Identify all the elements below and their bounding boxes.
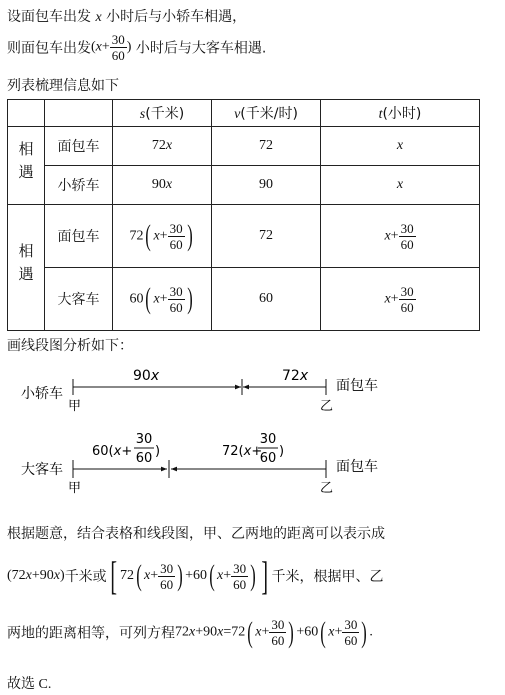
plus-sign: + <box>159 228 168 243</box>
seg-coef: 90 <box>133 368 151 384</box>
paren-close: ) <box>279 444 285 459</box>
diagram2-point-b: 乙 <box>320 481 334 496</box>
fraction-numerator: 30 <box>344 617 358 632</box>
fraction-numerator: 30 <box>400 220 414 236</box>
fraction-denominator: 60 <box>259 451 277 466</box>
expr-part: ) <box>60 568 65 583</box>
fraction-denominator: 60 <box>135 451 153 466</box>
seg-coef: 60( <box>92 444 114 459</box>
fraction <box>168 284 185 315</box>
header-unit: (千米/时) <box>240 106 298 122</box>
group-label: 相遇 <box>16 242 35 289</box>
diagram1-right-label: 面包车 <box>336 378 378 394</box>
fraction-numerator: 30 <box>271 617 285 632</box>
segment-diagrams <box>0 358 505 508</box>
table-cell-name: 面包车 <box>45 205 113 268</box>
table-group-cell <box>8 127 45 205</box>
table-corner-cell <box>8 100 45 127</box>
table-cell-s <box>113 268 212 331</box>
coef: 60 <box>129 291 144 306</box>
seg-expression <box>92 444 132 459</box>
expr-part: =72 <box>223 624 246 640</box>
table-cell-name: 小轿车 <box>45 166 113 205</box>
variable-x: x <box>255 624 262 640</box>
info-table <box>7 99 480 331</box>
table-cell-t <box>321 205 480 268</box>
table-cell-t: x <box>321 127 480 166</box>
plus-sign: + <box>334 624 343 640</box>
expr-part: +60 <box>185 568 208 583</box>
fraction-denominator: 60 <box>344 633 358 648</box>
expr-part: +90 <box>31 568 54 583</box>
table-cell-t: x <box>321 166 480 205</box>
table-header-v <box>212 100 321 127</box>
fraction-numerator: 30 <box>160 560 174 576</box>
table-cell-s <box>113 127 212 166</box>
paren-close: ) <box>155 444 161 459</box>
expr-part: 72 <box>175 624 189 640</box>
plus-sign: + <box>101 39 110 55</box>
paren-open: ( <box>145 219 152 252</box>
plus-sign: + <box>223 568 232 583</box>
diagram1-seg1-label <box>133 368 160 384</box>
diagram-title: 画线段图分析如下： <box>7 338 133 354</box>
diagram2-seg1-label <box>92 432 160 466</box>
expr-part: 72 <box>120 568 135 583</box>
intro-text: 小时后与大客车相遇. <box>135 40 267 57</box>
diagram1-point-a: 甲 <box>68 399 82 414</box>
paren-open: ( <box>136 559 142 592</box>
diagram2-seg2-label <box>222 432 284 466</box>
fraction-numerator: 30 <box>233 560 247 576</box>
table-cell-name: 面包车 <box>45 127 113 166</box>
table-cell-s <box>113 205 212 268</box>
diagram2-left-label: 大客车 <box>21 462 63 478</box>
fraction-numerator: 30 <box>169 220 183 236</box>
diagram1-left-label: 小轿车 <box>21 386 63 402</box>
variable-x: x <box>95 10 102 25</box>
diagram2-right-label: 面包车 <box>336 459 378 475</box>
group-label: 相遇 <box>16 140 35 187</box>
variable-x: x <box>144 568 151 583</box>
paren-open: ( <box>247 615 253 649</box>
fraction <box>168 221 185 252</box>
paren-open: ( <box>91 39 96 55</box>
seg-expression <box>222 444 262 459</box>
variable-x: x <box>113 444 122 459</box>
bracket-open: [ <box>110 553 117 598</box>
fraction <box>342 617 359 648</box>
plus-sign: + <box>159 291 168 306</box>
diagram2-point-a: 甲 <box>68 481 82 496</box>
expr-part: . <box>369 624 373 640</box>
plus-sign: + <box>251 444 263 459</box>
intro-line-3: 列表梳理信息如下 <box>7 78 119 94</box>
plus-sign: + <box>390 228 399 243</box>
variable-x: x <box>384 228 391 243</box>
table-header-t <box>321 100 480 127</box>
coef: 90 <box>151 177 166 192</box>
paren-close: ) <box>177 559 183 592</box>
header-unit: (小时) <box>382 106 422 122</box>
table-cell-v: 60 <box>212 268 321 331</box>
variable-x: x <box>153 291 160 306</box>
paren-close: ) <box>186 219 193 252</box>
fraction-numerator: 30 <box>169 283 183 299</box>
fraction-numerator: 30 <box>135 432 153 447</box>
paren-close: ) <box>126 39 132 55</box>
diagram-1 <box>21 368 378 414</box>
intro-line-1 <box>7 6 246 26</box>
coef: 72 <box>129 228 144 243</box>
variable-x: x <box>165 138 173 153</box>
seg-coef: 72 <box>282 368 300 384</box>
variable-x: x <box>150 368 160 384</box>
expr-unit: 千米或 <box>64 569 107 585</box>
paren-close: ) <box>186 282 193 315</box>
plus-sign: + <box>150 568 159 583</box>
fraction <box>399 221 416 252</box>
header-var: t <box>378 107 383 122</box>
bracket-close: ] <box>261 553 269 598</box>
header-unit: (千米) <box>145 106 185 122</box>
variable-x: x <box>243 444 252 459</box>
plus-sign: + <box>390 291 399 306</box>
variable-x: x <box>95 39 102 55</box>
fraction-numerator: 30 <box>111 32 125 47</box>
diagram1-seg2-label <box>282 368 309 384</box>
variable-x: x <box>217 624 224 640</box>
table-cell-s <box>113 166 212 205</box>
fraction-denominator: 60 <box>111 48 125 63</box>
fraction-denominator: 60 <box>233 576 247 592</box>
fraction-denominator: 60 <box>169 236 183 252</box>
conclusion-line-3 <box>7 617 373 648</box>
expr-part: (72 <box>7 568 26 583</box>
fraction <box>399 284 416 315</box>
conclusion-line-1: 根据题意，结合表格和线段图，甲、乙两地的距离可以表示成 <box>7 526 385 542</box>
variable-x: x <box>299 368 309 384</box>
intro-text: 设面包车出发 <box>7 9 91 25</box>
variable-x: x <box>165 177 173 192</box>
intro-line-2 <box>7 32 266 63</box>
fraction <box>158 561 175 592</box>
table-cell-v: 90 <box>212 166 321 205</box>
diagram-2 <box>21 432 378 496</box>
seg-coef: 72( <box>222 444 244 459</box>
table-cell-name: 大客车 <box>45 268 113 331</box>
table-header-s <box>113 100 212 127</box>
paren-open: ( <box>145 282 152 315</box>
table-name-header-cell <box>45 100 113 127</box>
conclusion-text: 两地的距离相等，可列方程 <box>7 625 175 642</box>
header-var: v <box>234 107 241 122</box>
answer-line: 故选 C. <box>7 677 52 692</box>
paren-close: ) <box>250 559 256 592</box>
conclusion-line-2 <box>7 553 384 598</box>
fraction-denominator: 60 <box>271 633 285 648</box>
fraction-numerator: 30 <box>400 283 414 299</box>
fraction <box>269 617 286 648</box>
diagram1-point-b: 乙 <box>320 399 334 414</box>
coef: 72 <box>151 138 166 153</box>
table-row <box>8 127 480 166</box>
fraction <box>231 561 248 592</box>
table-cell-v: 72 <box>212 205 321 268</box>
variable-x: x <box>384 291 391 306</box>
variable-x: x <box>53 568 61 583</box>
paren-open: ( <box>320 615 327 649</box>
fraction-denominator: 60 <box>400 299 414 315</box>
variable-x: x <box>189 624 196 640</box>
table-cell-v: 72 <box>212 127 321 166</box>
table-group-cell <box>8 205 45 331</box>
fraction <box>110 32 127 63</box>
header-var: s <box>139 107 146 122</box>
expr-unit: 千米，根据甲、乙 <box>271 569 384 585</box>
table-row <box>8 268 480 331</box>
table-header-row <box>8 100 480 127</box>
paren-close: ) <box>288 615 295 649</box>
fraction-denominator: 60 <box>160 576 174 592</box>
intro-text: 小时后与小轿车相遇， <box>106 9 247 25</box>
fraction-denominator: 60 <box>169 299 183 315</box>
table-row <box>8 166 480 205</box>
fraction-numerator: 30 <box>259 432 277 447</box>
intro-text: 则面包车出发 <box>7 40 91 57</box>
variable-x: x <box>217 568 224 583</box>
paren-close: ) <box>361 615 368 649</box>
plus-sign: + <box>121 444 133 459</box>
table-row <box>8 205 480 268</box>
variable-x: x <box>328 624 335 640</box>
table-cell-t <box>321 268 480 331</box>
expr-part: +90 <box>195 624 218 640</box>
expr-part: +60 <box>296 624 319 640</box>
paren-open: ( <box>209 559 215 592</box>
variable-x: x <box>153 228 160 243</box>
plus-sign: + <box>261 624 270 640</box>
fraction-denominator: 60 <box>400 236 414 252</box>
variable-x: x <box>25 568 32 583</box>
